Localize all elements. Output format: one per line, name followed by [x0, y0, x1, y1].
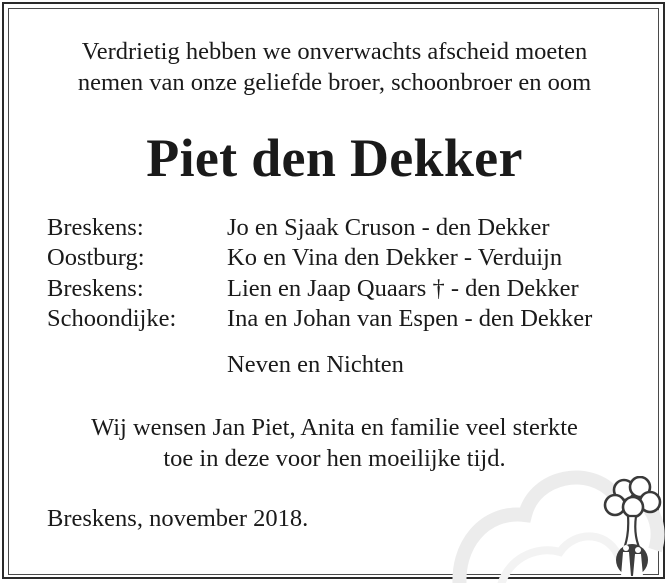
survivor-row — [47, 274, 592, 304]
neven-nichten: Neven en Nichten — [227, 351, 404, 378]
intro-text — [0, 36, 669, 98]
survivor-names: Lien en Jaap Quaars † - den Dekker — [227, 274, 579, 302]
survivor-place: Breskens: — [47, 274, 144, 302]
intro-line-1: Verdrietig hebben we onverwachts afscheid moeten — [81, 38, 588, 65]
survivor-row — [47, 213, 592, 243]
survivor-names: Ina en Johan van Espen - den Dekker — [227, 304, 593, 332]
survivors-list — [47, 213, 592, 334]
place-date: Breskens, november 2018. — [47, 505, 309, 532]
condolence-wish — [0, 412, 669, 474]
deceased-name: Piet den Dekker — [146, 128, 523, 188]
survivor-row — [47, 243, 592, 273]
wish-line-1: Wij wensen Jan Piet, Anita en familie veel sterkte — [91, 414, 578, 441]
intro-line-2: nemen van onze geliefde broer, schoonbroer en oom — [77, 69, 592, 96]
wish-line-2: toe in deze voor hen moeilijke tijd. — [163, 445, 506, 472]
tree-with-people-icon — [600, 476, 666, 576]
survivor-place: Breskens: — [47, 214, 144, 241]
survivor-names: Ko en Vina den Dekker - Verduijn — [227, 244, 563, 272]
survivor-row — [47, 304, 592, 334]
survivor-names: Jo en Sjaak Cruson - den Dekker — [227, 214, 550, 241]
survivor-place: Oostburg: — [47, 244, 145, 272]
survivor-place: Schoondijke: — [47, 304, 177, 332]
